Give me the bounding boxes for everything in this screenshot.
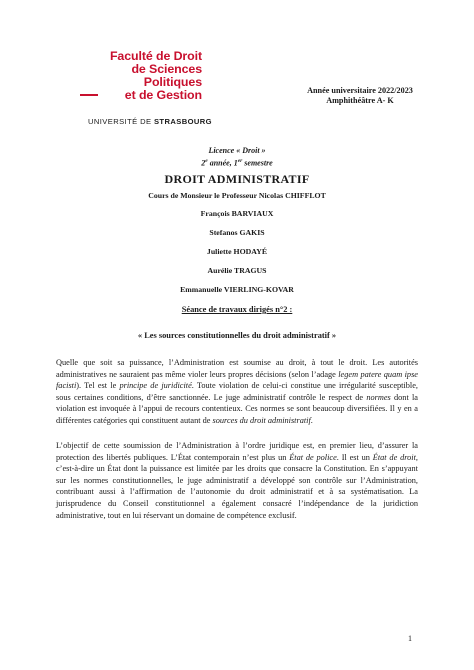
- academic-info: [300, 86, 420, 106]
- instructor-5: Emmanuelle VIERLING-KOVAR: [180, 285, 294, 294]
- faculty-line-2: de Sciences Politiques: [131, 62, 202, 89]
- p1-text-b: ). Tel est le: [76, 381, 120, 391]
- faculty-logo: [80, 50, 230, 102]
- semester-sup: er: [237, 158, 243, 164]
- instructor-4: Aurélie TRAGUS: [207, 266, 267, 275]
- amphitheatre: Amphithéâtre A- K: [326, 96, 394, 105]
- instructor-3: Juliette HODAYÉ: [206, 247, 268, 256]
- licence-block: [0, 145, 474, 169]
- faculty-line-3: et de Gestion: [124, 88, 202, 102]
- semester-text: semestre: [242, 158, 273, 168]
- faculty-name: [80, 50, 202, 102]
- university-prefix: UNIVERSITÉ DE: [88, 117, 154, 126]
- professor-line: Cours de Monsieur le Professeur Nicolas CHIFFLOT: [148, 191, 326, 200]
- p2-em-a: État de police: [289, 452, 337, 462]
- logo-rule: [80, 94, 98, 96]
- p2-text-b: . Il est un: [336, 452, 373, 462]
- faculty-line-1: Faculté de Droit: [109, 49, 202, 63]
- course-title: DROIT ADMINISTRATIF: [164, 172, 310, 186]
- p2-text-c: , c’est-à-dire un État dont la puissance est limitée par les droits que consacre la Constitution. En s’appuyant sur les normes constitutionnelles, le juge administratif a développé son contrôle sur l’Administration, contribuant aussi à l’affirmation de l’autonomie du droit administratif et à sa systématisation. La jurisprudence du Conseil constitutionnel a également consacré l’indépendance de la juridiction administrative, tout en lui réservant un domaine de compétence exclusif.: [56, 452, 418, 520]
- p1-em-a: legem patere quam ipse facisti: [56, 369, 418, 391]
- p1-text-d: dont la violation est invoquée à l’appui de recours contentieux. Ces normes se sont beaucoup diversifiées. Il y en a différentes catégories qui constituent autant de: [56, 392, 418, 425]
- page-number: 1: [408, 634, 412, 643]
- paragraph-2: [56, 440, 418, 521]
- p2-em-b: État de droit: [372, 452, 416, 462]
- session-theme: « Les sources constitutionnelles du droit administratif »: [137, 331, 337, 340]
- licence-label: Licence « Droit »: [208, 146, 266, 155]
- year-number: 2: [201, 158, 206, 168]
- year-text: année, 1: [207, 158, 238, 168]
- year-sup: e: [205, 158, 208, 164]
- p1-text-a: Quelle que soit sa puissance, l’Administration est soumise au droit, à tout le droit. Les autorités administratives ne sauraient pas même violer leurs propres décisions (selon l’adage: [56, 358, 418, 379]
- p1-text-e: .: [310, 415, 313, 425]
- p1-em-d: sources du droit administratif: [212, 415, 311, 425]
- p1-em-c: normes: [366, 392, 391, 402]
- p2-text-a: L’objectif de cette soumission de l’Administration à l’ordre juridique est, en premier lieu, d’assurer la protection des libertés publiques. L’État contemporain n’est plus un: [56, 441, 418, 462]
- university-name: STRASBOURG: [153, 117, 212, 126]
- year-semester: [0, 156, 474, 169]
- instructor-1: François BARVIAUX: [200, 209, 274, 218]
- p1-text-c: . Toute violation de celui-ci constitue une irrégularité susceptible, sous certaines conditions, d’être sanctionnée. Le juge administratif contrôle le respect de: [56, 381, 418, 402]
- academic-year: Année universitaire 2022/2023: [307, 86, 413, 95]
- instructor-2: Stefanos GAKIS: [209, 228, 265, 237]
- session-heading: Séance de travaux dirigés n°2 :: [181, 305, 293, 314]
- paragraph-1: [56, 357, 418, 427]
- p1-em-b: principe de juridicité: [119, 381, 192, 391]
